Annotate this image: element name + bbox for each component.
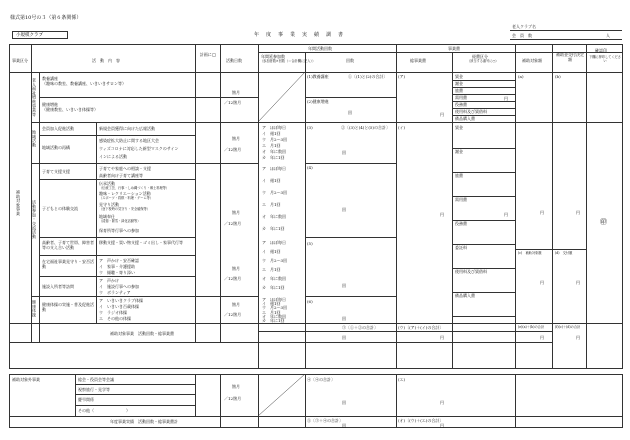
yen-exp-1: 円 <box>504 96 508 101</box>
col-activity: 活 動 内 容 <box>92 58 120 63</box>
row-children-label: 子どもとの体験交流 <box>42 206 78 211</box>
freq-option: ウ 月2～3回 <box>262 305 288 311</box>
row-local-detail2: ウィズコロナに対応した新型マスクのサイン <box>99 146 179 151</box>
col-confirm-note: 下欄に押印してください <box>589 55 621 63</box>
row-recreation: 趣味・レクリエーション活動 <box>99 191 151 196</box>
row-home-label: 在宅福祉事業見守り・安否活動 <box>42 259 94 269</box>
row-exercise-d: エ その他の体操 <box>99 316 131 321</box>
col-participants: 年間活動回数 <box>308 46 332 51</box>
freq-option: エ 月1回 <box>262 267 281 272</box>
row-service-note: （清掃・除雪・緑化活動等） <box>99 219 141 223</box>
summary-total: 年度事業実績 活動回数・総事業費計 <box>110 419 178 424</box>
col-plan: 計画に◯ <box>199 52 217 57</box>
row-exercise-b: イ いきいき百歳体操 <box>99 304 139 309</box>
times-2: 回 <box>342 150 346 155</box>
yen-sub-1: 円 <box>540 210 544 215</box>
total-health: (2)健康増進 <box>307 99 329 104</box>
mark-f: (f)(c)＋(d)の合計 <box>555 325 581 329</box>
days-4-per: ／12箇月 <box>224 276 242 281</box>
mark-b: (b) <box>555 74 561 79</box>
expense-item: 需用費 <box>455 197 467 202</box>
times-6: 回 <box>342 335 346 340</box>
row-tradition-note: （伝統工芸、行事・しめ縄づくり・郷土料理等） <box>99 186 170 190</box>
expense-item: 謝金 <box>455 149 463 154</box>
row-local-label: 地域活動の再構 <box>42 145 70 150</box>
bottom-row-4: その他（ ） <box>78 408 130 413</box>
side-volunteer: 活動参加・交流活動 <box>32 200 37 239</box>
freq-option: ア ほぼ毎日 <box>262 166 286 171</box>
diagonal-1 <box>258 72 305 122</box>
bottom-row-3: 慶弔関係 <box>78 397 94 402</box>
total-5: ⑤〔③＋④の合計〕 <box>307 418 343 423</box>
yen-sub-6: 円 <box>576 335 580 340</box>
freq-option: ア ほぼ毎日 <box>262 125 286 130</box>
expense-item: 賃金 <box>455 74 463 79</box>
row-home-c: ウ 傾聴・寄り添い <box>99 270 135 275</box>
mark-a: (a) <box>518 74 524 79</box>
freq-option: イ 週1回 <box>262 178 281 183</box>
club-name-underline <box>510 30 622 31</box>
field-5: (5) <box>307 241 313 246</box>
expense-item: 委託料 <box>455 245 467 250</box>
form-number: 様式第10号の３（第６条関係） <box>10 15 82 21</box>
total-edu: (1)教養講座 <box>307 74 329 79</box>
freq-option: カ 年に1回 <box>262 226 285 231</box>
days-3-per: ／12箇月 <box>224 221 242 226</box>
members-unit: 人 <box>606 33 610 38</box>
freq-option: エ 月1回 <box>262 309 281 315</box>
col-annual-count: 年間延参加数 <box>261 54 285 59</box>
cost-d: (エ) <box>398 377 406 382</box>
row-facility-b: イ 施設行事への参加 <box>99 284 139 289</box>
mark-e: (e)(a)＋(b)の合計 <box>518 325 545 329</box>
bottom-row-1: 総会・役員会等会議 <box>78 377 114 382</box>
field-6: (6) <box>307 299 313 304</box>
yen-2: 円 <box>440 212 444 217</box>
freq-option: ア ほぼ毎日 <box>262 240 286 245</box>
mark-c: (c) 補助対象額 <box>518 251 542 255</box>
row-exercise-label: 健康体操の実施・普及促進活動 <box>42 302 94 312</box>
times-3: 回 <box>342 207 346 212</box>
col-category: 事業区分 <box>12 58 28 63</box>
row-childcare-detail1: 子育てや家庭への相談・支援 <box>99 166 151 171</box>
yen-exp-2: 円 <box>504 212 508 217</box>
row-childcare-label: 子育て支援支援 <box>42 169 70 174</box>
club-name-label: 老人クラブ名 <box>512 24 536 29</box>
yen-3: 円 <box>440 335 444 340</box>
yen-sub-3: 円 <box>540 280 544 285</box>
col-cost-group: 事業費 <box>448 46 460 51</box>
row-service: 地域奉仕 <box>99 214 115 219</box>
days-2-per: ／12箇月 <box>224 147 242 152</box>
cost-c: (ウ)〔(ア)＋(イ)の合計〕 <box>398 325 444 330</box>
freq-option: オ 年に数回 <box>262 149 286 154</box>
freq-option: ウ 月2～3回 <box>262 137 288 142</box>
freq-option: エ 月1回 <box>262 143 281 148</box>
summary-core: 補助対象事業 活動回数・総事業費 <box>110 331 174 336</box>
row-nursery: 保育所等行事への参加 <box>99 228 139 233</box>
row-tradition: 伝承活動 <box>99 181 115 186</box>
freq-option: オ 年に数回 <box>262 214 286 219</box>
bottom-row-2: 視察旅行・見学等 <box>78 387 110 392</box>
col-annual-count-note: （参加者数×回数（＝合計欄に記入）） <box>260 59 316 63</box>
row-recreation-note: （スポーツ・将棋・料理・ゲーム等） <box>99 196 154 200</box>
times-4: 回 <box>342 283 346 288</box>
expense-item: 役務費 <box>455 221 467 226</box>
col-days: 活動日数 <box>226 58 242 63</box>
expense-item: 役務費 <box>455 102 467 107</box>
days-2: 箇月 <box>232 136 240 141</box>
field-4: (4) <box>307 165 313 170</box>
times-7: 回 <box>342 400 346 405</box>
row-watch-note: （登下校時の見守り・安全確保等） <box>99 207 150 211</box>
row-recruit-label: 会員加入促進活動 <box>42 126 74 131</box>
expense-item: 需用費 <box>455 95 467 100</box>
freq-option: カ 年に1回 <box>262 318 285 323</box>
cost-b: (イ) <box>398 125 406 130</box>
side-health: 健康体操 <box>32 300 37 318</box>
freq-option: オ 年に数回 <box>262 313 286 319</box>
expense-item: 賃金 <box>455 125 463 130</box>
row-childcare-detail2: 高齢者向け子育て講座等 <box>99 173 143 178</box>
field-3: (3) <box>307 125 313 130</box>
row-exercise-c: ウ ラジオ体操 <box>99 310 127 315</box>
row-watch: 見守り活動 <box>99 202 119 207</box>
days-5-per: ／12箇月 <box>224 312 242 317</box>
days-1: 箇月 <box>232 90 240 95</box>
yen-sub-5: 円 <box>540 335 544 340</box>
col-confirm: 確認印 <box>595 48 607 53</box>
bottom-category: 補助対象外事業 <box>12 377 40 382</box>
row-exercise-a: ア いきいきクラブ体操 <box>99 298 143 303</box>
row-home-b: イ 家事・介護援助 <box>99 264 135 269</box>
expense-item: 使用料及び賃借料 <box>455 109 487 114</box>
row-health: 健康増進 （健康教室、いきいき体操等） <box>42 102 98 112</box>
side-core: 補助対象事業 <box>16 190 21 216</box>
stamp-mark: ㊞ <box>600 218 607 226</box>
days-5: 箇月 <box>232 302 240 307</box>
col-count-times: 回数 <box>346 58 354 63</box>
expense-item: 使用料及び賃借料 <box>455 269 487 274</box>
cost-a: (ア) <box>398 74 406 79</box>
bottom-days: 箇月 <box>232 384 240 389</box>
freq-option: イ 週1回 <box>262 249 281 254</box>
row-facility-c: ウ ボランティア <box>99 290 131 295</box>
row-facility-label: 施設入所者等訪問 <box>42 284 74 289</box>
row-local-detail3: インによる活動 <box>99 154 127 159</box>
row-education: 教養講座 （趣味の教室、教養講座、いきいきサロン等） <box>42 76 126 86</box>
total-2: ②〔(3)と(4)と(5)の合計〕 <box>341 125 390 130</box>
row-home-a: ア 声かけ・安否確認 <box>99 258 139 263</box>
total-3: ③〔①＋②の合計〕 <box>342 325 378 330</box>
club-type-box <box>12 31 68 39</box>
freq-option: ウ 月2～3回 <box>262 258 288 263</box>
yen-1: 円 <box>440 112 444 117</box>
club-type: 小規模クラブ <box>16 33 43 38</box>
freq-option: ア ほぼ毎日 <box>262 297 286 302</box>
times-1: 回 <box>348 110 352 115</box>
members-label: 会 員 数 <box>512 33 532 38</box>
total-1: ①〔(1)と(2)の合計〕 <box>348 74 388 79</box>
members-underline <box>510 39 622 40</box>
yen-sub-4: 円 <box>576 280 580 285</box>
days-3: 箇月 <box>232 210 240 215</box>
freq-option: ウ 月2～3回 <box>262 190 288 195</box>
expense-item: 備品購入費 <box>455 293 475 298</box>
freq-option: オ 年に数回 <box>262 276 286 281</box>
row-mutual-detail: 移動支援・買い物支援・ゴミ出し・家事代行等 <box>99 240 183 245</box>
row-local-detail1: 感染症拡大防止に関する地区大会 <box>99 138 159 143</box>
bottom-days-per: ／12箇月 <box>224 396 242 401</box>
freq-option: イ 週1回 <box>262 131 281 136</box>
col-breakdown: 経費区分 <box>472 54 488 59</box>
side-local: 地域活動 <box>32 130 37 148</box>
times-8: 回 <box>342 423 346 428</box>
row-mutual-label: 高齢者、子育て世帯、障害者等の支え合い活動 <box>42 240 94 250</box>
days-1-per: ／12箇月 <box>224 100 242 105</box>
expense-item: 旅費 <box>455 88 463 93</box>
mark-d: (d) 交付額 <box>555 251 573 255</box>
col-subsidy-amount: 補助金交付決定額 <box>556 52 584 62</box>
cost-e: (オ)〔(ウ)＋(エ)の合計〕 <box>398 418 444 423</box>
expense-item: 備品購入費 <box>455 116 475 121</box>
yen-5: 円 <box>440 423 444 428</box>
freq-option: カ 年に1回 <box>262 285 285 290</box>
expense-item: 謝金 <box>455 81 463 86</box>
yen-4: 円 <box>440 400 444 405</box>
side-senior-core: 老人福祉増進事業等 <box>32 78 37 117</box>
expense-item: 旅費 <box>455 173 463 178</box>
total-4: ④〔④の合計〕 <box>307 377 335 382</box>
row-facility-a: ア 声かけ <box>99 278 119 283</box>
col-breakdown-note: （該当する番号に○） <box>467 59 499 63</box>
row-recruit-detail: 新規会員獲得に向けた広報活動 <box>99 126 155 131</box>
diagonal-2 <box>258 374 305 416</box>
col-subsidy: 補助対象額 <box>522 58 542 63</box>
page-title: 年 度 事 業 実 績 調 書 <box>254 32 345 38</box>
freq-option: イ 週1回 <box>262 301 281 307</box>
col-total-cost: 総事業費 <box>410 58 426 63</box>
yen-sub-2: 円 <box>576 210 580 215</box>
freq-option: カ 年に1回 <box>262 155 285 160</box>
days-4: 箇月 <box>232 266 240 271</box>
times-5: 回 <box>342 316 346 321</box>
freq-option: エ 月1回 <box>262 202 281 207</box>
